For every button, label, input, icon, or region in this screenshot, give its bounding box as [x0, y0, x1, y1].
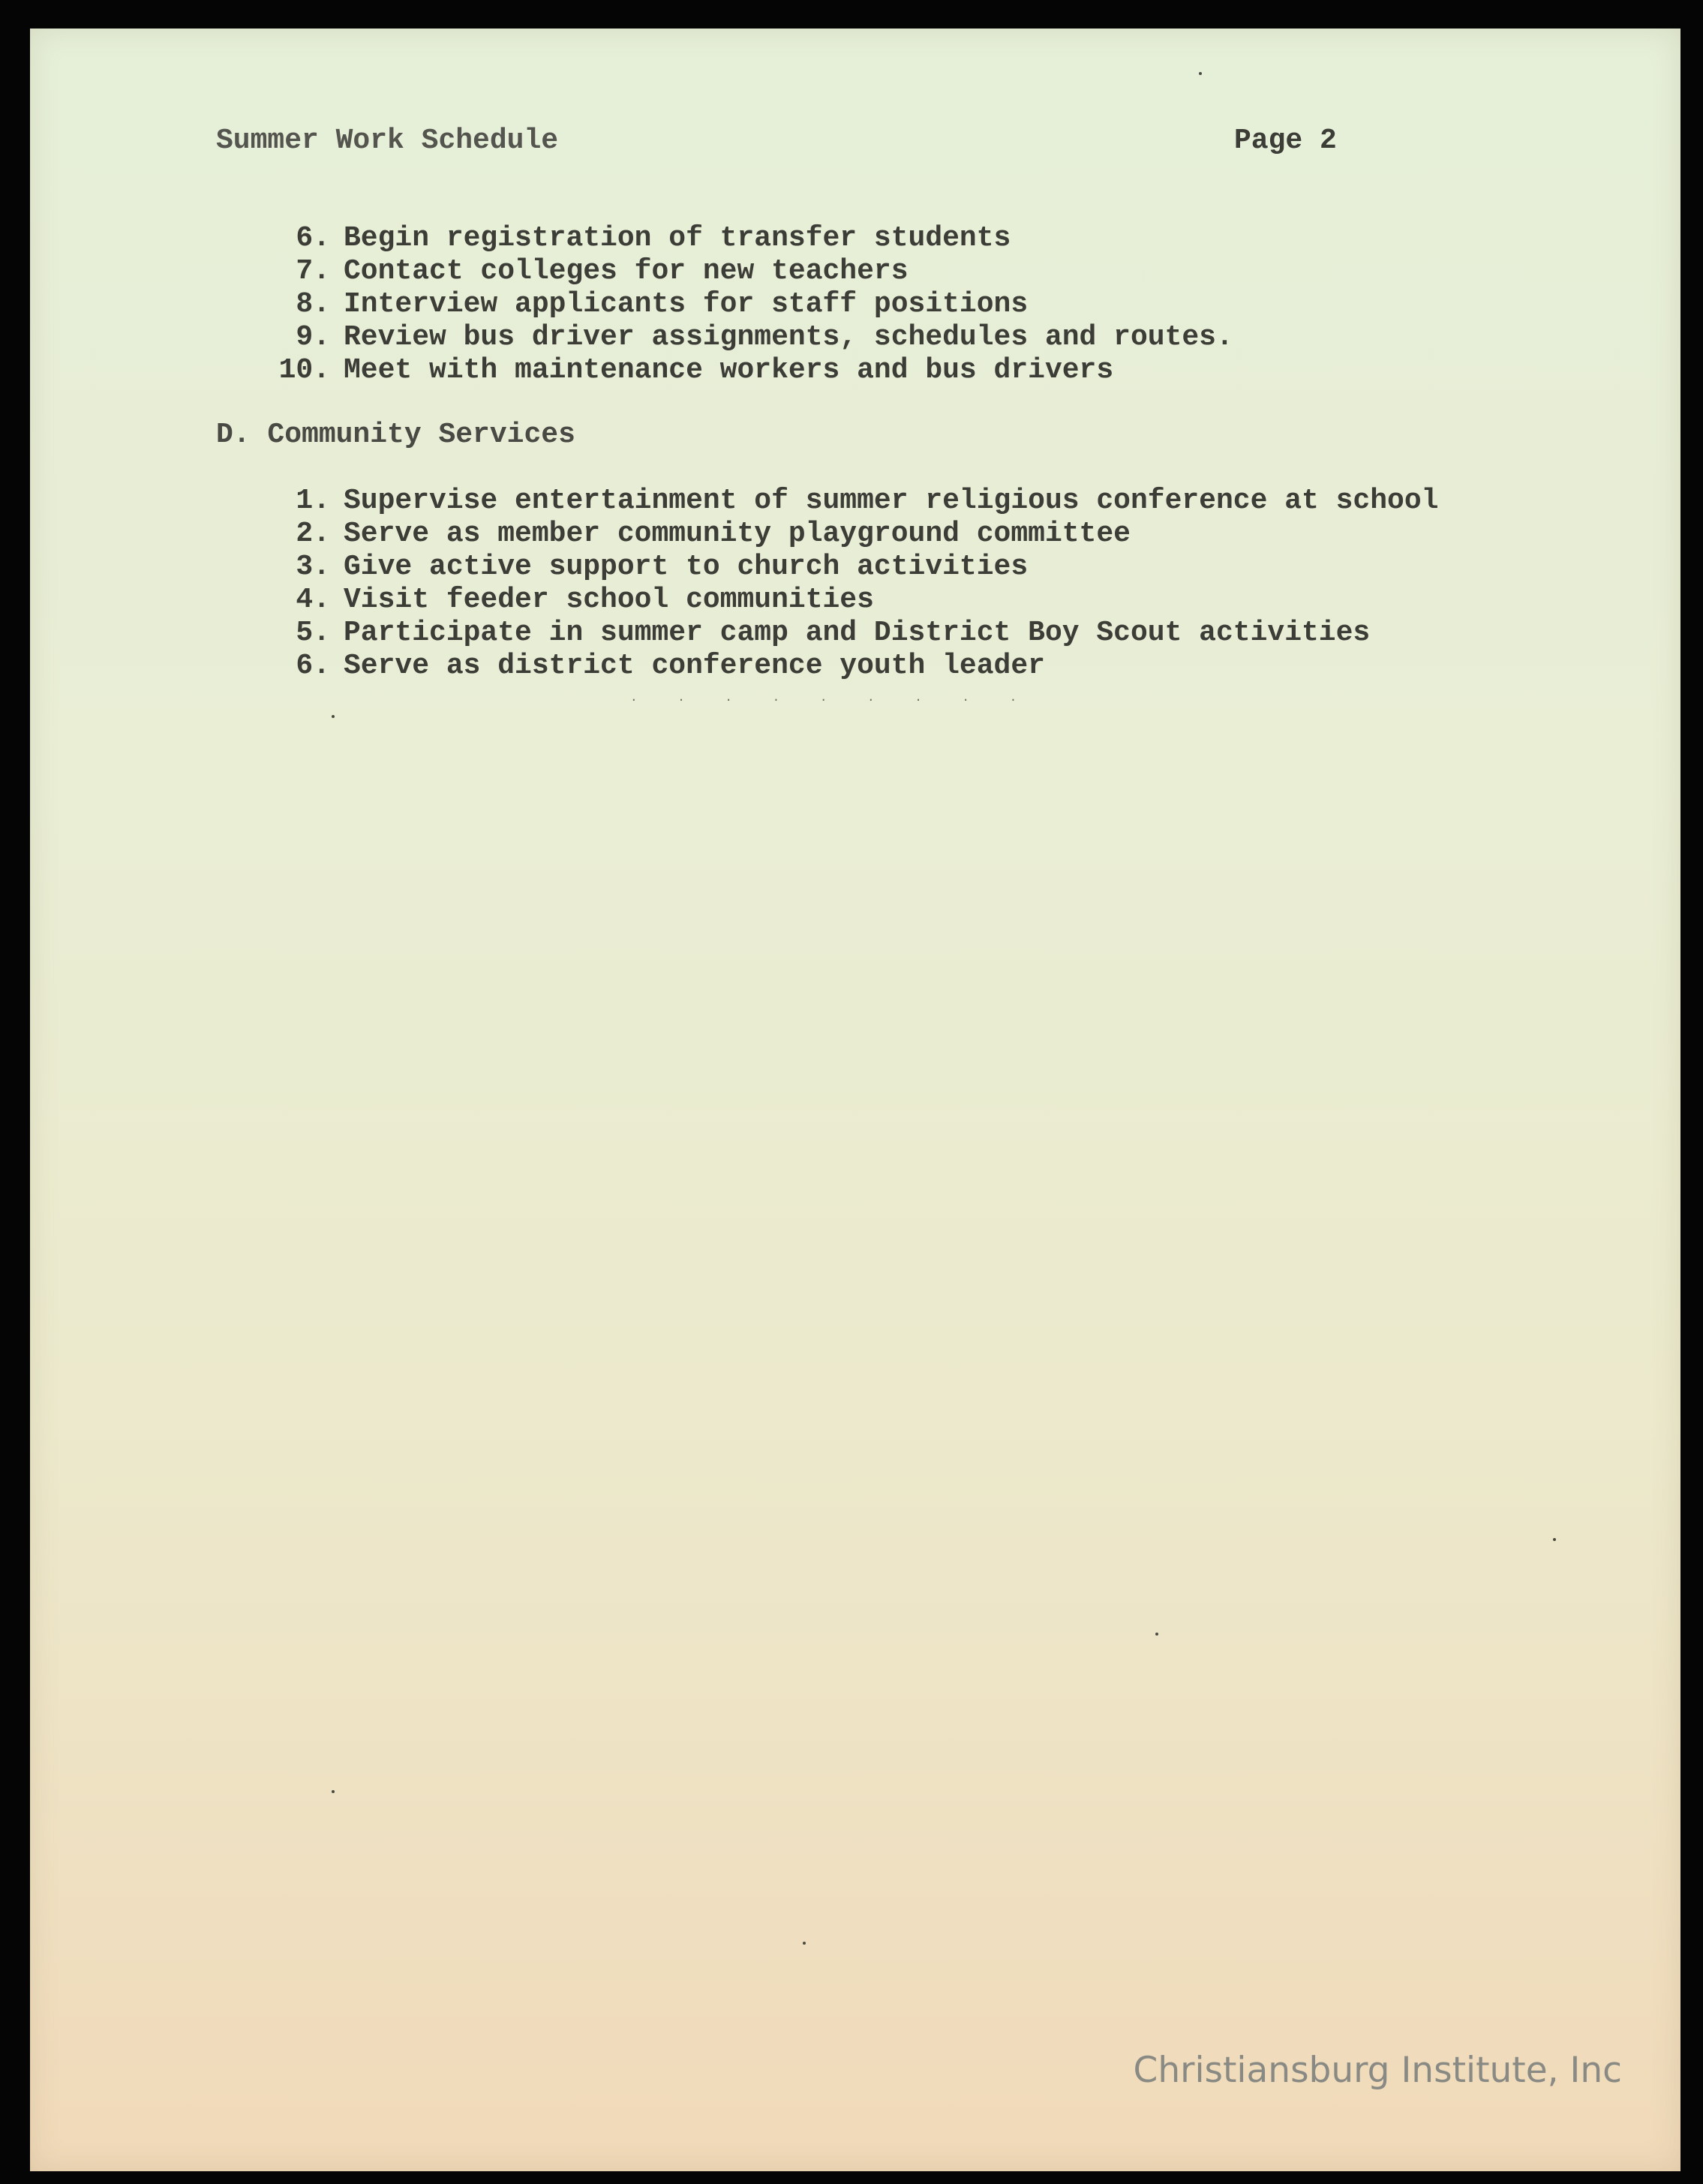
- paper-speck: [332, 1790, 335, 1793]
- list-item: [270, 584, 874, 617]
- item-text: Contact colleges for new teachers: [344, 255, 909, 287]
- item-text: Review bus driver assignments, schedules and routes.: [344, 321, 1233, 353]
- paper-sheet: [30, 29, 1680, 2171]
- item-number: 2.: [296, 518, 330, 550]
- item-number: 8.: [296, 288, 330, 320]
- list-item: [270, 354, 1113, 387]
- item-number: 1.: [296, 485, 330, 517]
- list-item: [270, 321, 1233, 354]
- dotted-separator: . . . . . . . . .: [630, 691, 1034, 704]
- paper-speck: [1199, 72, 1202, 75]
- list-item: [270, 255, 909, 288]
- list-item: [270, 288, 1028, 321]
- item-number: 6.: [296, 650, 330, 682]
- item-text: Give active support to church activities: [344, 551, 1029, 583]
- item-text: Participate in summer camp and District Boy Scout activities: [344, 617, 1371, 649]
- item-number: 3.: [296, 551, 330, 583]
- paper-speck: [803, 1942, 806, 1945]
- document-title: Summer Work Schedule: [216, 125, 559, 157]
- item-text: Interview applicants for staff positions: [344, 288, 1029, 320]
- item-number: 7.: [296, 255, 330, 287]
- list-item: [270, 222, 1011, 255]
- section-heading: D. Community Services: [216, 419, 575, 451]
- list-item: [270, 650, 1045, 683]
- item-number: 5.: [296, 617, 330, 649]
- list-item: [270, 617, 1370, 650]
- item-number: 4.: [296, 584, 330, 616]
- watermark: Christiansburg Institute, Inc: [1133, 2050, 1622, 2091]
- item-text: Begin registration of transfer students: [344, 222, 1011, 254]
- item-text: Supervise entertainment of summer religious conference at school: [344, 485, 1439, 517]
- list-item: [270, 551, 1028, 584]
- item-number: 9.: [296, 321, 330, 353]
- paper-speck: [1155, 1633, 1158, 1636]
- item-number: 10.: [278, 354, 330, 386]
- paper-speck: [1553, 1538, 1556, 1541]
- list-item: [270, 518, 1131, 551]
- page-number: Page 2: [1234, 125, 1337, 157]
- item-text: Visit feeder school communities: [344, 584, 874, 616]
- item-text: Meet with maintenance workers and bus drivers: [344, 354, 1114, 386]
- item-text: Serve as district conference youth leader: [344, 650, 1045, 682]
- item-text: Serve as member community playground committee: [344, 518, 1131, 550]
- list-item: [270, 485, 1438, 518]
- item-number: 6.: [296, 222, 330, 254]
- paper-speck: [332, 715, 335, 718]
